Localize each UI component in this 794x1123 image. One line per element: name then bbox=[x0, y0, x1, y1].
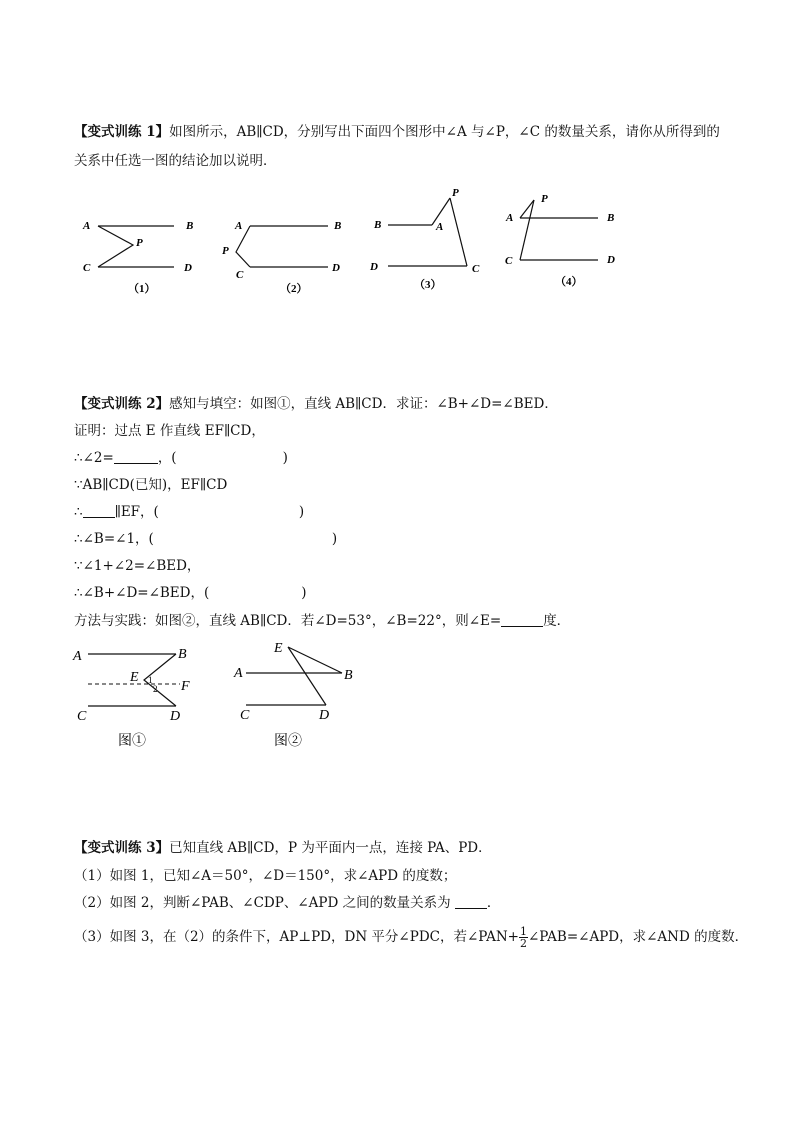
fig3-label-c: C bbox=[472, 263, 480, 275]
proof-4-text-a: ∴ bbox=[74, 504, 83, 520]
fig3-label-b: B bbox=[374, 219, 382, 231]
exercise-1-figure-4 bbox=[500, 190, 630, 295]
exercise-3-question-3 bbox=[74, 926, 748, 949]
fig4-label-b: B bbox=[607, 212, 615, 224]
exercise-2-proof-5 bbox=[74, 530, 337, 548]
fig2-label-a: A bbox=[235, 220, 243, 232]
exercise-2-proof-3: ∵AB∥CD(已知)，EF∥CD bbox=[74, 477, 228, 493]
figB-caption: 图② bbox=[274, 734, 302, 749]
exercise-1-line-1 bbox=[74, 123, 720, 141]
fig4-label-a: A bbox=[506, 212, 514, 224]
line-blank[interactable] bbox=[83, 503, 115, 518]
exercise-3-question-2 bbox=[74, 894, 500, 912]
figA-label-e: E bbox=[130, 670, 139, 685]
question-3-text-a: （3）如图 3，在（2）的条件下，AP⊥PD，DN 平分∠PDC，若∠PAN+ bbox=[74, 929, 519, 945]
exercise-2-practice bbox=[74, 612, 570, 630]
figA-label-d: D bbox=[170, 709, 181, 724]
proof-2-text-c: ) bbox=[282, 450, 288, 466]
proof-2-text-b: ，( bbox=[157, 450, 177, 466]
exercise-3-question-1: （1）如图 1，已知∠A＝50°，∠D＝150°，求∠APD 的度数； bbox=[74, 868, 457, 884]
proof-4-text-c: ) bbox=[298, 504, 305, 520]
fig1-label-d: D bbox=[184, 262, 192, 274]
exercise-1-figure-1 bbox=[78, 212, 208, 297]
exercise-1-text-1: 如图所示，AB∥CD，分别写出下面四个图形中∠A 与∠P，∠C 的数量关系，请你从所得到的 bbox=[169, 124, 720, 140]
question-2-text-b: ． bbox=[486, 895, 501, 911]
fig3-label-p: P bbox=[452, 187, 459, 199]
fig2-label-c: C bbox=[236, 269, 244, 281]
exercise-2-figure-1 bbox=[70, 640, 210, 755]
figA-label-b: B bbox=[178, 647, 187, 662]
fig2-label-p: P bbox=[222, 245, 229, 257]
exercise-2-proof-2 bbox=[74, 449, 288, 467]
exercise-1-tag: 【变式训练 1】 bbox=[74, 124, 170, 140]
proof-7-text-b: ) bbox=[301, 585, 307, 601]
question-3-text-b: ∠PAB=∠APD，求∠AND 的度数． bbox=[528, 929, 749, 945]
fig1-label-b: B bbox=[186, 220, 194, 232]
fig3-label-a: A bbox=[436, 221, 444, 233]
fraction-numerator: 1 bbox=[520, 925, 527, 938]
exercise-3-tag: 【变式训练 3】 bbox=[74, 840, 170, 856]
exercise-1-line-2: 关系中任选一图的结论加以说明． bbox=[74, 153, 277, 169]
figA-label-c: C bbox=[77, 709, 87, 724]
proof-2-text-a: ∴∠2= bbox=[74, 450, 114, 466]
figB-label-e: E bbox=[274, 641, 283, 656]
fig4-label-d: D bbox=[607, 254, 615, 266]
exercise-1-figure-3 bbox=[364, 184, 494, 294]
exercise-1-figure-2 bbox=[218, 212, 358, 297]
proof-4-text-b: ∥EF，( bbox=[114, 504, 159, 520]
practice-text-b: 度． bbox=[543, 613, 571, 629]
figB-label-b: B bbox=[344, 668, 353, 683]
figB-label-a: A bbox=[234, 666, 243, 681]
exercise-3-line-intro bbox=[74, 839, 492, 857]
exercise-2-line-intro bbox=[74, 395, 558, 413]
fig2-label-d: D bbox=[332, 262, 340, 274]
figA-caption: 图① bbox=[118, 734, 146, 749]
exercise-2-proof-7 bbox=[74, 584, 307, 602]
angle-e-blank[interactable] bbox=[501, 612, 543, 627]
exercise-2-tag: 【变式训练 2】 bbox=[74, 396, 170, 412]
fig4-label-c: C bbox=[505, 255, 513, 267]
exercise-2-intro: 感知与填空：如图①，直线 AB∥CD．求证：∠B+∠D=∠BED． bbox=[169, 396, 558, 412]
fraction-denominator: 2 bbox=[520, 937, 527, 950]
proof-5-text-a: ∴∠B=∠1，( bbox=[74, 531, 154, 547]
proof-7-text-a: ∴∠B+∠D=∠BED，( bbox=[74, 585, 210, 601]
one-half-fraction bbox=[519, 926, 528, 949]
fig1-caption: （1） bbox=[128, 283, 156, 295]
exercise-3-intro: 已知直线 AB∥CD，P 为平面内一点，连接 PA、PD． bbox=[169, 840, 492, 856]
fig4-label-p: P bbox=[541, 193, 548, 205]
fig3-caption: （3） bbox=[414, 279, 442, 291]
exercise-2-proof-4 bbox=[74, 503, 304, 521]
exercise-2-proof-6: ∵∠1+∠2=∠BED， bbox=[74, 558, 201, 574]
relation-blank[interactable] bbox=[455, 894, 487, 909]
fig1-label-c: C bbox=[83, 262, 91, 274]
fig4-caption: （4） bbox=[555, 276, 583, 288]
angle-2-blank[interactable] bbox=[114, 449, 158, 464]
fig1-label-a: A bbox=[83, 220, 91, 232]
figA-label-2: 2 bbox=[153, 684, 158, 694]
question-2-text-a: （2）如图 2，判断∠PAB、∠CDP、∠APD 之间的数量关系为 bbox=[74, 895, 451, 911]
fig1-label-p: P bbox=[136, 237, 143, 249]
fig3-label-d: D bbox=[370, 261, 378, 273]
figA-label-f: F bbox=[181, 679, 190, 694]
proof-5-text-b: ) bbox=[331, 531, 338, 547]
figB-label-d: D bbox=[319, 708, 330, 723]
figA-label-a: A bbox=[73, 649, 82, 664]
figA-label-1: 1 bbox=[148, 675, 153, 685]
figB-label-c: C bbox=[240, 708, 250, 723]
fig2-label-b: B bbox=[334, 220, 342, 232]
exercise-2-figure-2 bbox=[230, 635, 370, 755]
exercise-2-proof-1: 证明：过点 E 作直线 EF∥CD， bbox=[74, 423, 265, 439]
fig2-caption: （2） bbox=[280, 283, 308, 295]
practice-text-a: 方法与实践：如图②，直线 AB∥CD．若∠D=53°，∠B=22°，则∠E= bbox=[74, 613, 502, 629]
